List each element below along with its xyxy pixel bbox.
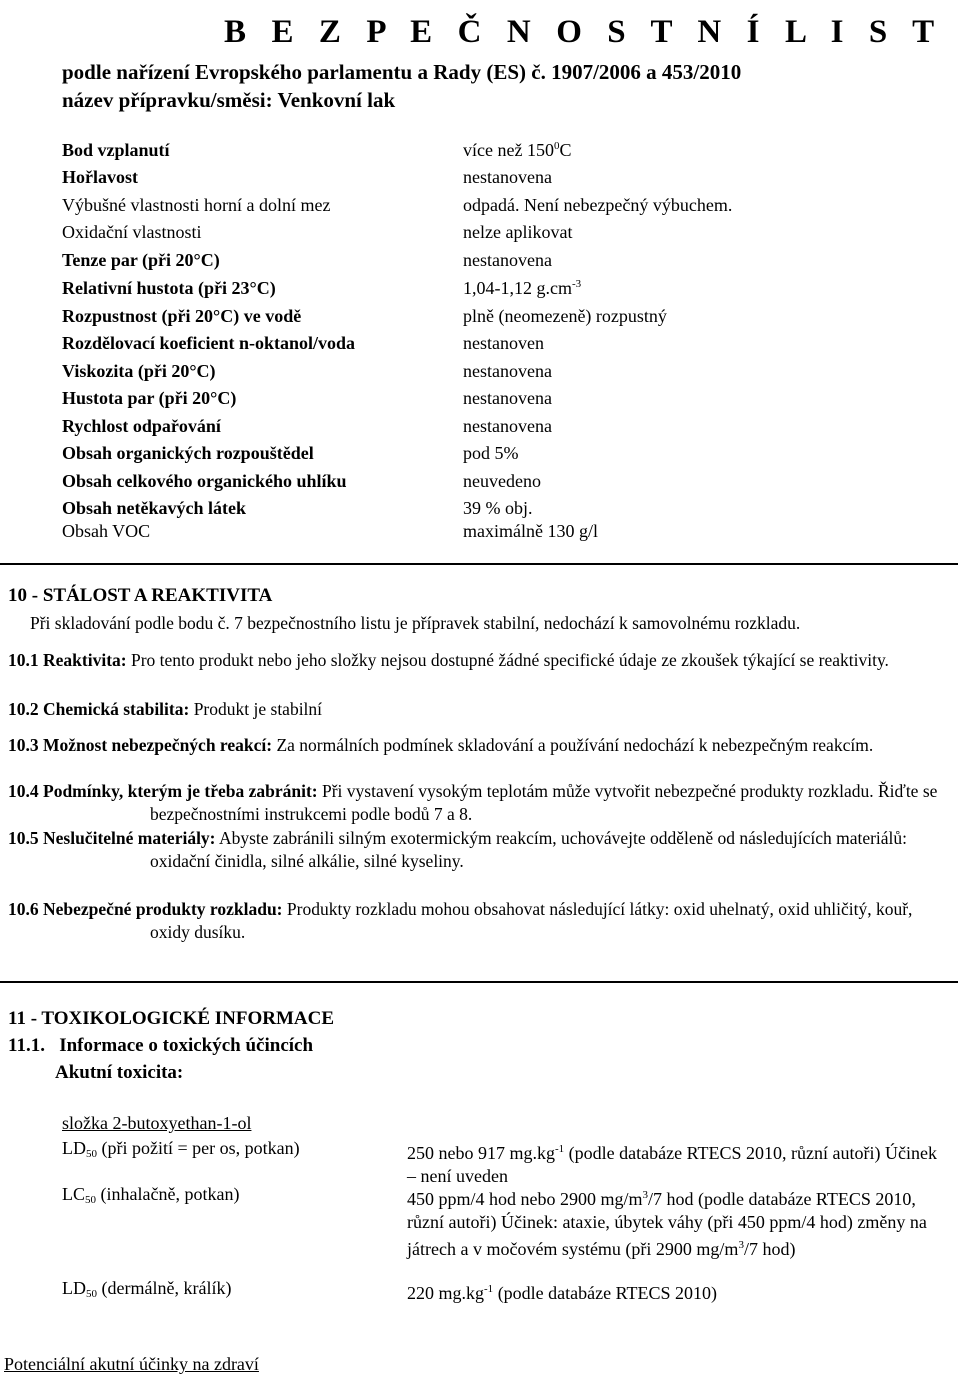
tox-label: $LC_{50}$ (inhalačně, potkan) bbox=[62, 1184, 240, 1206]
component-name: složka 2-butoxyethan-1-ol bbox=[62, 1113, 252, 1133]
section-11-title: 11 - TOXIKOLOGICKÉ INFORMACE bbox=[8, 1008, 335, 1029]
property-value: nestanovena bbox=[463, 250, 552, 270]
section-10-3: 10.3 Možnost nebezpečných reakcí: Za normálních podmínek skladování a používání nedochází k nebezpečným reakcím. bbox=[8, 735, 874, 755]
potential-effects-heading: Potenciální akutní účinky na zdraví bbox=[4, 1354, 259, 1374]
property-value: nestanovena bbox=[463, 416, 552, 436]
tox-value: 250 nebo 917 $mg.kg^{-1}$ (podle databáze RTECS 2010, různí autoři) Účinek – není uveden bbox=[407, 1143, 937, 1186]
tox-value: 220 $mg.kg^{-1}$ (podle databáze RTECS 2010) bbox=[407, 1283, 718, 1303]
property-label: Obsah organických rozpouštědel bbox=[62, 443, 314, 463]
property-value: odpadá. Není nebezpečný výbuchem. bbox=[463, 195, 733, 215]
property-label: Obsah celkového organického uhlíku bbox=[62, 471, 347, 491]
property-label: Rozdělovací koeficient n-oktanol/voda bbox=[62, 333, 355, 353]
tox-label: $LD_{50}$ (dermálně, králík) bbox=[62, 1278, 232, 1300]
section-11-1-title: 11.1. Informace o toxických účincích bbox=[8, 1035, 314, 1056]
property-value: pod 5% bbox=[463, 443, 519, 463]
property-value: nestanovena bbox=[463, 361, 552, 381]
document-title: B E Z P E Č N O S T N Í L I S T bbox=[224, 14, 943, 50]
property-label: Hořlavost bbox=[62, 167, 138, 187]
acute-toxicity-heading: Akutní toxicita: bbox=[55, 1062, 184, 1083]
section-10-6: 10.6 Nebezpečné produkty rozkladu: Produkty rozkladu mohou obsahovat následující látky: oxid uhelnatý, oxid uhličitý, kouř, oxidy dusíku. bbox=[8, 899, 913, 942]
section-divider bbox=[0, 981, 958, 983]
section-10-4: 10.4 Podmínky, kterým je třeba zabránit: Při vystavení vysokým teplotám může vytvořit nebezpečné produkty rozkladu. Řiďte se bezpečnostními instrukcemi podle bodů 7 a 8. bbox=[8, 781, 938, 824]
property-label: Tenze par (při 20°C) bbox=[62, 250, 220, 270]
property-value: nestanovena bbox=[463, 388, 552, 408]
property-label: Viskozita (při 20°C) bbox=[62, 361, 216, 381]
section-10-5: 10.5 Neslučitelné materiály: Abyste zabránili silným exotermickým reakcím, uchovávejte odděleně od následujících materiálů: oxidační činidla, silné alkálie, silné kyseliny. bbox=[8, 828, 908, 871]
property-label: Obsah VOC bbox=[62, 521, 151, 541]
property-value: nelze aplikovat bbox=[463, 222, 573, 242]
property-label: Oxidační vlastnosti bbox=[62, 222, 202, 242]
property-label: Bod vzplanutí bbox=[62, 140, 170, 160]
property-value: plně (neomezeně) rozpustný bbox=[463, 306, 667, 326]
property-label: Relativní hustota (při 23°C) bbox=[62, 278, 276, 298]
section-10-title: 10 - STÁLOST A REAKTIVITA bbox=[8, 585, 273, 606]
property-value: 1,04-1,12 $g.cm^{-3}$ bbox=[463, 278, 582, 298]
property-value: více než $150^0C$ bbox=[463, 140, 572, 160]
product-name: název přípravku/směsi: Venkovní lak bbox=[62, 88, 396, 112]
section-10-1: 10.1 Reaktivita: Pro tento produkt nebo jeho složky nejsou dostupné žádné specifické údaje ze zkoušek týkající se reaktivity. bbox=[8, 650, 889, 670]
property-value: 39 % obj. bbox=[463, 498, 533, 518]
section-divider bbox=[0, 563, 958, 565]
regulation-line: podle nařízení Evropského parlamentu a Rady (ES) č. 1907/2006 a 453/2010 bbox=[62, 60, 742, 84]
property-label: Rozpustnost (při 20°C) ve vodě bbox=[62, 306, 302, 326]
property-value: maximálně 130 g/l bbox=[463, 521, 598, 541]
property-value: neuvedeno bbox=[463, 471, 541, 491]
property-value: nestanoven bbox=[463, 333, 544, 353]
property-label: Výbušné vlastnosti horní a dolní mez bbox=[62, 195, 331, 215]
tox-value: 450 ppm/4 hod nebo 2900 $mg/m^3/7$ hod (podle databáze RTECS 2010, různí autoři) Účinek: ataxie, úbytek váhy (při 450 ppm/4 hod) změny na játrech a v močovém systému (při 2900 $mg/m^3/7$ hod) bbox=[407, 1189, 927, 1259]
property-label: Obsah netěkavých látek bbox=[62, 498, 247, 518]
section-10-2: 10.2 Chemická stabilita: Produkt je stabilní bbox=[8, 699, 323, 719]
property-label: Hustota par (při 20°C) bbox=[62, 388, 237, 408]
tox-label: $LD_{50}$ (při požití = per os, potkan) bbox=[62, 1138, 300, 1160]
property-label: Rychlost odpařování bbox=[62, 416, 221, 436]
section-10-intro: Při skladování podle bodu č. 7 bezpečnostního listu je přípravek stabilní, nedochází k samovolnému rozkladu. bbox=[30, 613, 801, 633]
property-value: nestanovena bbox=[463, 167, 552, 187]
